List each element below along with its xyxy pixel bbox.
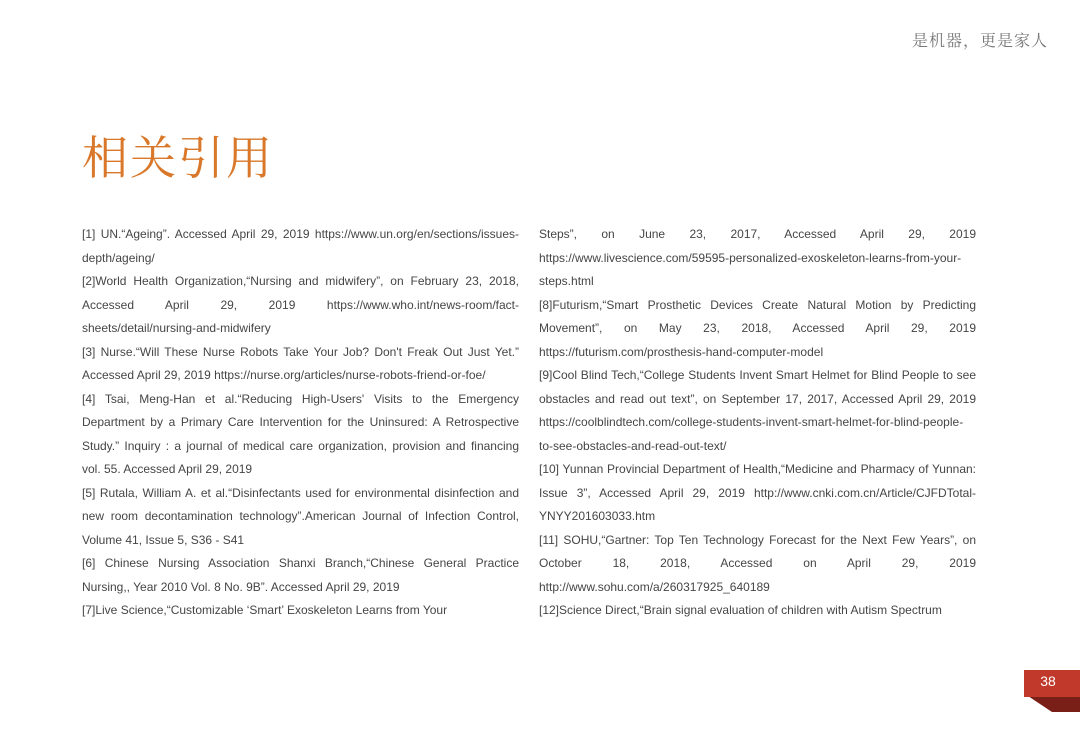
references-left-column bbox=[82, 223, 519, 623]
badge-shadow-shape bbox=[1028, 696, 1080, 712]
reference-item: [10] Yunnan Provincial Department of Health,“Medicine and Pharmacy of Yunnan: Issue 3”, Accessed April 29, 2019 http://www.cnki.com.cn/Article/CJFDTotal-YNYY201603033.htm bbox=[539, 462, 976, 523]
page-title: 相关引用 bbox=[82, 131, 274, 185]
reference-item: [5] Rutala, William A. et al.“Disinfectants used for environmental disinfection and new room decontamination technology”.American Journal of Infection Control, Volume 41, Issue 5, S36 - S41 bbox=[82, 485, 519, 547]
reference-item: [7]Live Science,“Customizable ‘Smart’ Exoskeleton Learns from Your bbox=[82, 603, 448, 617]
reference-item: [1] UN.“Ageing”. Accessed April 29, 2019 https://www.un.org/en/sections/issues-depth/ageing/ bbox=[82, 227, 519, 265]
reference-item: [3] Nurse.“Will These Nurse Robots Take Your Job? Don't Freak Out Just Yet.” Accessed April 29, 2019 https://nurse.org/articles/nurse-robots-friend-or-foe/ bbox=[82, 344, 519, 382]
reference-item: [6] Chinese Nursing Association Shanxi Branch,“Chinese General Practice Nursing,, Year 2010 Vol. 8 No. 9B”. Accessed April 29, 2019 bbox=[82, 556, 519, 594]
reference-item: Steps”, on June 23, 2017, Accessed April 29, 2019 https://www.livescience.com/59595-personalized-exoskeleton-learns-from-your-steps.html bbox=[539, 227, 976, 288]
header-slogan: 是机器，更是家人 bbox=[911, 31, 1048, 50]
reference-item: [12]Science Direct,“Brain signal evaluation of children with Autism Spectrum bbox=[539, 603, 942, 617]
references-right-column bbox=[539, 223, 976, 623]
reference-item: [9]Cool Blind Tech,“College Students Invent Smart Helmet for Blind People to see obstacles and read out text”, on September 17, 2017, Accessed April 29, 2019 https://coolblindtech.com/college-students-invent-smart-helmet-for-blind-people-to-see-obstacles-and-read-out-text/ bbox=[539, 368, 976, 453]
reference-item: [11] SOHU,“Gartner: Top Ten Technology Forecast for the Next Few Years”, on October 18, 2018, Accessed on April 29, 2019 http://www.sohu.com/a/260317925_640189 bbox=[539, 532, 976, 594]
reference-item: [8]Futurism,“Smart Prosthetic Devices Create Natural Motion by Predicting Movement”, on May 23, 2018, Accessed April 29, 2019 https://futurism.com/prosthesis-hand-computer-model bbox=[539, 297, 976, 359]
reference-item: [2]World Health Organization,“Nursing and midwifery”, on February 23, 2018, Accessed April 29, 2019 https://www.who.int/news-room/fact-sheets/detail/nursing-and-midwifery bbox=[82, 274, 519, 335]
reference-item: [4] Tsai, Meng-Han et al.“Reducing High-Users' Visits to the Emergency Department by a Primary Care Intervention for the Uninsured: A Retrospective Study.” Inquiry : a journal of medical care organization, provision and financing vol. 55. Accessed April 29, 2019 bbox=[82, 391, 519, 476]
page-number-badge bbox=[1024, 670, 1080, 712]
page-number: 38 bbox=[1040, 673, 1056, 689]
